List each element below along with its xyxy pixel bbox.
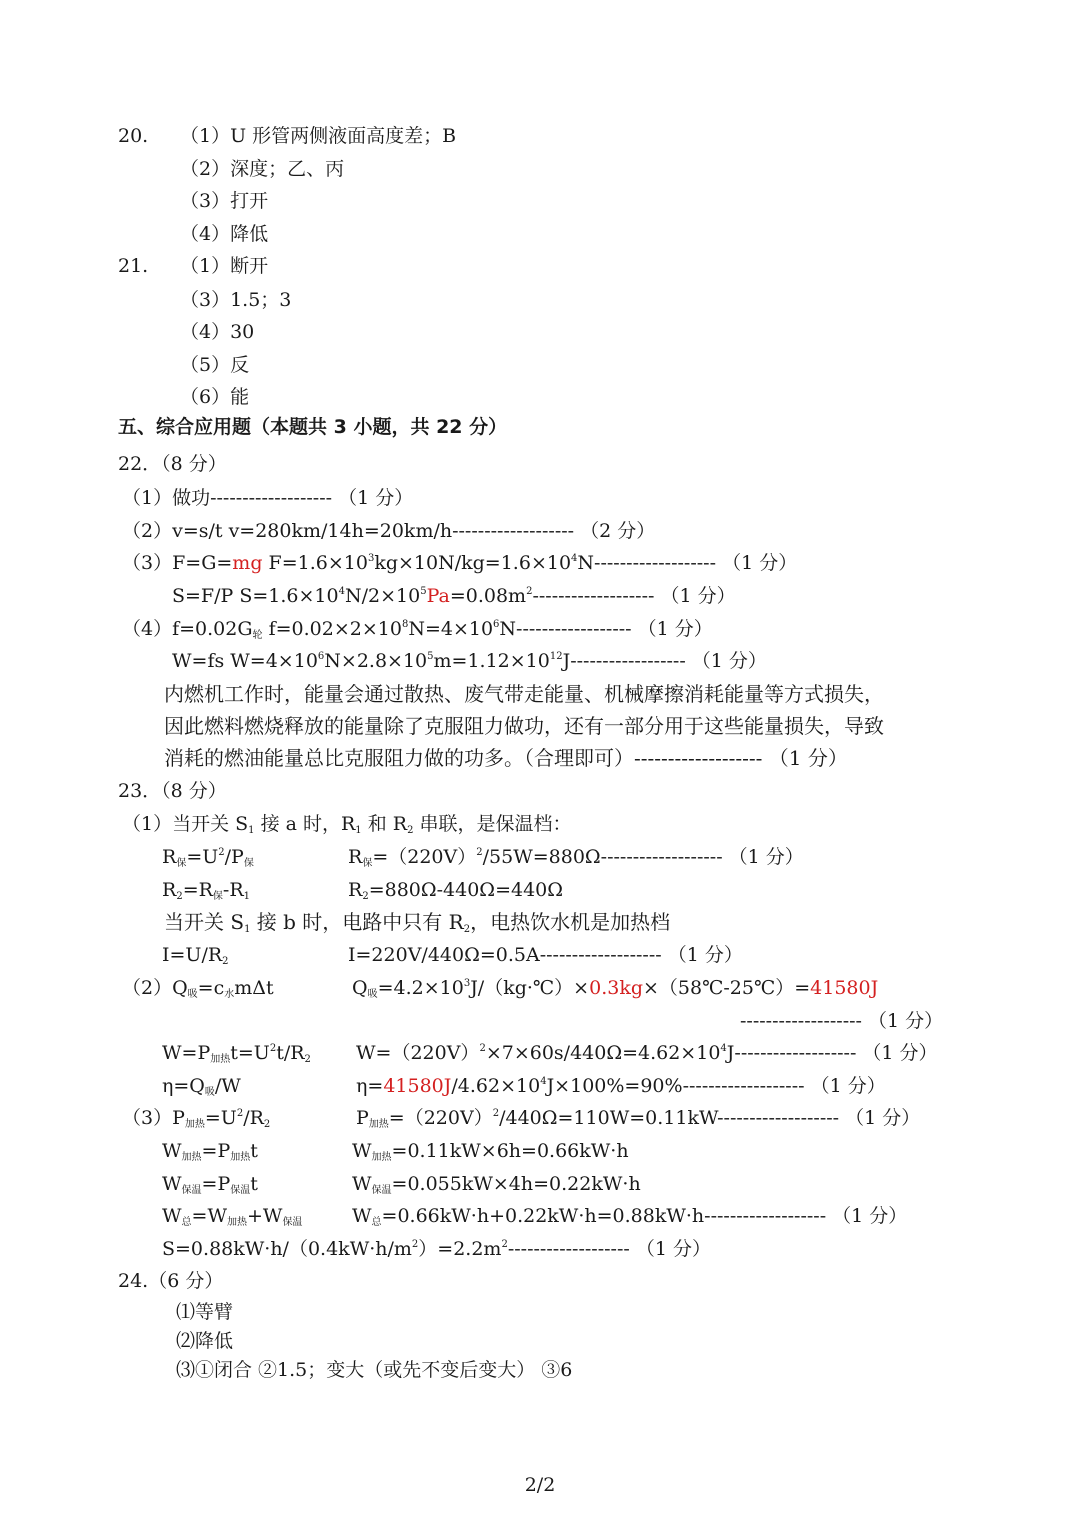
q23-line-5-formula: $I=U/R_2$ [162,944,229,967]
q22-paragraph-1: 内燃机工作时，能量会通过散热、废气带走能量、机械摩擦消耗能量等方式损失， [164,682,884,706]
q20-answer-3: （3）打开 [180,190,269,212]
q20-number: 20. [118,125,149,147]
q20-answer-4: （4）降低 [180,223,269,245]
q23-line-14: $S=0.88kW\cdot h/(0.4kW\cdot h/m^2)=2.2m^2-------------------$ （1 分） [162,1238,711,1260]
red-correction: 0.3kg [589,977,644,999]
section-heading: 五、综合应用题（本题共 3 小题，共 22 分） [118,416,508,438]
q24-answer-3: ⑶①闭合 ②1.5；变大（或先不变后变大） ③6 [176,1359,573,1381]
q24-answer-2: ⑵降低 [176,1330,234,1352]
red-correction: 41580J [810,977,879,999]
q21-answer-1: （1）断开 [180,255,269,277]
red-correction: mg [232,552,263,574]
q24-heading: 24.（6 分） [118,1270,224,1292]
q21-answer-3: （3）1.5；3 [180,289,292,311]
q23-line-8-calc: $W=(220V)^2\times 7\times 60s/440\Omega=4.62\times 10^4J-------------------$ （1 分） [356,1042,938,1064]
q23-line-6-calc: $Q_吸=4.2\times 10^3J/(kg\cdot℃)\times 0.3kg\times(58℃-25℃)=41580J$ [352,977,879,1000]
q22-line-4: S=F/P $S=1.6\times 10^4N/2\times 10^5Pa=0.08m^2-------------------$ （1 分） [172,585,736,607]
q22-line-2: （2）v=s/t v=280km/14h=20km/h------------------- （2 分） [122,520,656,542]
q20-answer-1: （1）U 形管两侧液面高度差；B [180,125,457,147]
q23-line-6-formula: $(2)Q_吸=c_水m\Delta t$ [122,977,274,1000]
q23-line-10-calc: $P_{加热}=(220V)^2/440\Omega=110W=0.11kW-------------------$ （1 分） [356,1107,921,1130]
q23-heading: 23．（8 分） [118,780,227,802]
q23-line-10-formula: $(3)P_{加热}=U^2/R_2$ [122,1107,271,1130]
q23-line-3-formula: $R_2=R_保-R_1$ [162,879,251,902]
red-correction: Pa [426,585,450,607]
q23-line-7: ------------------- （1 分） [740,1010,944,1032]
q21-answer-5: （5）反 [180,354,250,376]
q23-line-11-formula: $W_{加热}=P_{加热}t$ [162,1140,258,1163]
q23-line-13-formula: $W_总=W_{加热}+W_{保温}$ [162,1205,303,1228]
q23-line-9-formula: $\eta=Q_吸/W$ [162,1075,241,1098]
q23-line-12-calc: $W_{保温}=0.055kW\times 4h=0.22kW\cdot h$ [352,1173,641,1196]
q23-line-11-calc: $W_{加热}=0.11kW\times 6h=0.66kW\cdot h$ [352,1140,629,1163]
q21-answer-6: （6）能 [180,386,250,408]
q20-answer-2: （2）深度；乙、丙 [180,158,345,180]
q23-line-4: 当开关 $S_1$ 接 b 时，电路中只有 $R_2$，电热饮水机是加热档 [164,910,671,935]
page-number: 2/2 [524,1474,556,1496]
q22-heading: 22．（8 分） [118,453,227,475]
red-correction: 41580J [383,1075,452,1097]
q23-line-13-calc: $W_总=0.66kW\cdot h+0.22kW\cdot h=0.88kW\cdot h-------------------$ （1 分） [352,1205,908,1228]
q21-answer-4: （4）30 [180,321,255,343]
q23-line-2-calc: $R_保=(220V)^2/55W=880\Omega-------------------$ （1 分） [348,846,804,869]
q23-line-12-formula: $W_{保温}=P_{保温}t$ [162,1173,258,1196]
q24-answer-1: ⑴等臂 [176,1301,234,1323]
q22-line-5: $(4)f=0.02G_轮$ $f=0.02\times 2\times 10^8N=4\times 10^6N------------------$ （1 分） [122,618,713,641]
q23-line-8-formula: $W=P_{加热}t=U^2t/R_2$ [162,1042,311,1065]
q22-paragraph-3: 消耗的燃油能量总比克服阻力做的功多。（合理即可）------------------- （1 分） [164,746,848,770]
q22-line-1: （1）做功------------------- （1 分） [122,487,414,509]
q22-line-3: （3）F=G=mg $F=1.6\times 10^3kg\times 10N/kg=1.6\times 10^4N-------------------$ （1 分） [122,552,798,574]
q23-line-2-formula: $R_保=U^2/P_保$ [162,846,254,869]
q23-line-1: （1）当开关 $S_1$ 接 a 时，$R_1$ 和 $R_2$ 串联，是保温档： [122,813,572,836]
q22-line-6: W=fs $W=4\times 10^6N\times 2.8\times 10^5m=1.12\times 10^{12}J------------------$ （1 分） [172,650,767,672]
q21-number: 21. [118,255,149,277]
q23-line-3-calc: $R_2=880\Omega-440\Omega=440\Omega$ [348,879,564,902]
q23-line-9-calc: $\eta=41580J/4.62\times 10^4J\times 100\%=90\%-------------------$ （1 分） [356,1075,886,1097]
q23-line-5-calc: I=220V/440Ω=0.5A------------------- （1 分） [348,944,743,966]
q22-paragraph-2: 因此燃料燃烧释放的能量除了克服阻力做功，还有一部分用于这些能量损失，导致 [164,714,884,738]
